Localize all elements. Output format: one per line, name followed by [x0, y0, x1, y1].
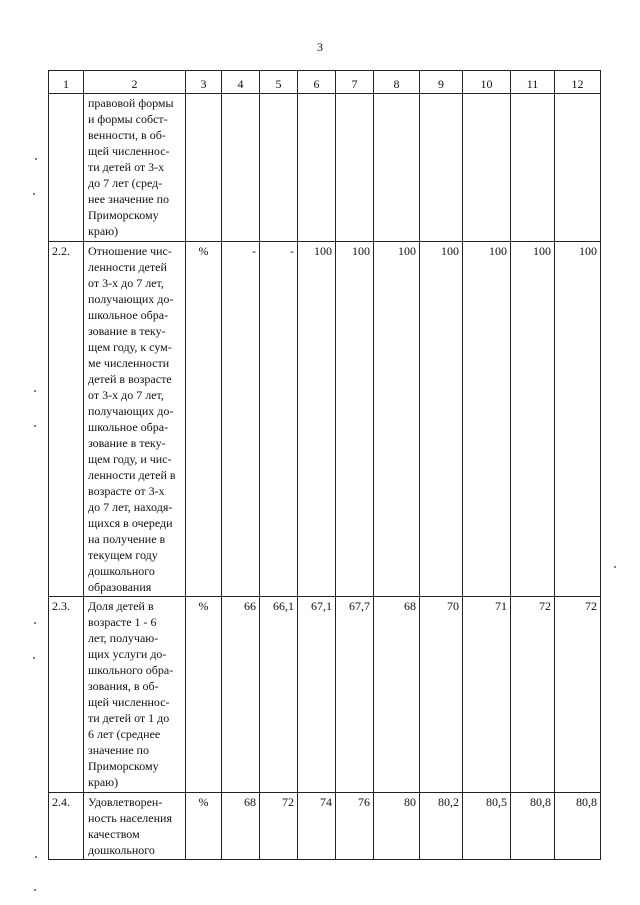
scan-speck: [33, 193, 35, 195]
value-cell: [420, 94, 463, 242]
scan-speck: [34, 889, 36, 891]
indicator-name-line: детей в возрасте: [88, 372, 172, 386]
value-cell: [555, 94, 601, 242]
value-cell: [374, 94, 420, 242]
indicator-name-line: ленности детей: [88, 260, 167, 274]
indicator-name-line: щих услуги до-: [88, 647, 167, 661]
header-cell: 4: [222, 71, 260, 94]
indicator-name-line: нее значение по: [88, 192, 170, 206]
indicator-name-line: возрасте 1 - 6: [88, 615, 157, 629]
row-number: 2.3.: [49, 597, 84, 793]
row-number: 2.2.: [49, 242, 84, 597]
value-cell: 68: [374, 597, 420, 793]
indicator-name: [84, 94, 186, 242]
indicator-name-line: текущем году: [88, 548, 158, 562]
value-cell: [298, 94, 336, 242]
indicator-name-line: получающих до-: [88, 292, 174, 306]
indicator-name-line: щихся в очереди: [88, 516, 173, 530]
indicator-name-line: от 3-х до 7 лет,: [88, 388, 164, 402]
unit-cell: [186, 94, 222, 242]
indicator-name-line: Приморскому: [88, 208, 159, 222]
unit-cell: %: [186, 597, 222, 793]
indicator-name-line: краю): [88, 224, 119, 238]
table-row: [49, 597, 601, 793]
indicator-name-line: дошкольного: [88, 843, 155, 857]
indicator-name-line: школьное обра-: [88, 420, 169, 434]
header-cell: 7: [336, 71, 374, 94]
value-cell: [260, 94, 298, 242]
header-cell: 11: [511, 71, 555, 94]
indicator-name-line: лет, получаю-: [88, 631, 159, 645]
value-cell: 100: [511, 242, 555, 597]
indicator-name-line: значение по: [88, 743, 149, 757]
value-cell: -: [260, 242, 298, 597]
indicator-name-line: до 7 лет, находя-: [88, 500, 173, 514]
indicator-name-line: образования: [88, 580, 152, 594]
value-cell: 68: [222, 793, 260, 860]
value-cell: 80,2: [420, 793, 463, 860]
indicator-name-line: качеством: [88, 827, 140, 841]
indicator-name-line: краю): [88, 775, 119, 789]
header-cell: 10: [463, 71, 511, 94]
indicator-name-line: ме численности: [88, 356, 170, 370]
value-cell: -: [222, 242, 260, 597]
value-cell: [222, 94, 260, 242]
indicator-name-line: возрасте от 3-х: [88, 484, 165, 498]
value-cell: 100: [463, 242, 511, 597]
value-cell: 67,1: [298, 597, 336, 793]
row-number: [49, 94, 84, 242]
indicator-name-line: ность населения: [88, 811, 172, 825]
scan-speck: [34, 622, 36, 624]
value-cell: 67,7: [336, 597, 374, 793]
indicator-name-line: зования, в об-: [88, 679, 159, 693]
table-row: [49, 94, 601, 242]
header-cell: 1: [49, 71, 84, 94]
indicator-name-line: школьное обра-: [88, 308, 169, 322]
indicator-name-line: 6 лет (среднее: [88, 727, 161, 741]
indicator-name-line: венности, в об-: [88, 128, 166, 142]
value-cell: 74: [298, 793, 336, 860]
indicator-name-line: щей численнос-: [88, 695, 170, 709]
indicators-table: [48, 70, 601, 860]
header-cell: 9: [420, 71, 463, 94]
indicator-name-line: Приморскому: [88, 759, 159, 773]
scan-speck: [34, 390, 36, 392]
indicator-name-line: до 7 лет (сред-: [88, 176, 163, 190]
indicator-name-line: дошкольного: [88, 564, 155, 578]
indicator-name-line: зование в теку-: [88, 436, 166, 450]
value-cell: 100: [374, 242, 420, 597]
value-cell: 70: [420, 597, 463, 793]
header-cell: 12: [555, 71, 601, 94]
header-cell: 5: [260, 71, 298, 94]
indicator-name-line: получающих до-: [88, 404, 174, 418]
indicator-name-line: щем году, и чис-: [88, 452, 172, 466]
indicator-name: [84, 242, 186, 597]
header-row: [49, 71, 601, 94]
value-cell: 100: [555, 242, 601, 597]
indicator-name-line: ленности детей в: [88, 468, 176, 482]
scan-speck: [614, 566, 616, 568]
indicator-name-line: ти детей от 3-х: [88, 160, 165, 174]
value-cell: 100: [336, 242, 374, 597]
value-cell: 72: [511, 597, 555, 793]
indicator-name-line: щей численнос-: [88, 144, 170, 158]
indicator-name-line: зование в теку-: [88, 324, 166, 338]
value-cell: 80,8: [555, 793, 601, 860]
header-cell: 2: [84, 71, 186, 94]
value-cell: 66,1: [260, 597, 298, 793]
unit-cell: %: [186, 242, 222, 597]
value-cell: 100: [298, 242, 336, 597]
scan-speck: [34, 425, 36, 427]
value-cell: 71: [463, 597, 511, 793]
indicator-name-line: Отношение чис-: [88, 244, 172, 258]
value-cell: 80: [374, 793, 420, 860]
scan-speck: [35, 158, 37, 160]
indicator-name-line: Доля детей в: [88, 599, 154, 613]
value-cell: 66: [222, 597, 260, 793]
header-cell: 6: [298, 71, 336, 94]
indicator-name-line: на получение в: [88, 532, 166, 546]
indicator-name: [84, 597, 186, 793]
value-cell: 72: [260, 793, 298, 860]
value-cell: 80,5: [463, 793, 511, 860]
value-cell: [336, 94, 374, 242]
indicator-name-line: правовой формы: [88, 96, 174, 110]
scan-speck: [33, 657, 35, 659]
scan-speck: [35, 856, 37, 858]
value-cell: 72: [555, 597, 601, 793]
table-row: [49, 242, 601, 597]
unit-cell: %: [186, 793, 222, 860]
indicator-name-line: ти детей от 1 до: [88, 711, 170, 725]
value-cell: 76: [336, 793, 374, 860]
indicator-name-line: Удовлетворен-: [88, 795, 163, 809]
header-cell: 8: [374, 71, 420, 94]
page-number: 3: [317, 40, 323, 54]
value-cell: 100: [420, 242, 463, 597]
value-cell: 80,8: [511, 793, 555, 860]
indicator-name-line: и формы собст-: [88, 112, 168, 126]
value-cell: [511, 94, 555, 242]
indicator-name-line: щем году, к сум-: [88, 340, 172, 354]
indicator-name: [84, 793, 186, 860]
table-row: [49, 793, 601, 860]
indicator-name-line: от 3-х до 7 лет,: [88, 276, 164, 290]
row-number: 2.4.: [49, 793, 84, 860]
header-cell: 3: [186, 71, 222, 94]
indicator-name-line: школьного обра-: [88, 663, 174, 677]
value-cell: [463, 94, 511, 242]
